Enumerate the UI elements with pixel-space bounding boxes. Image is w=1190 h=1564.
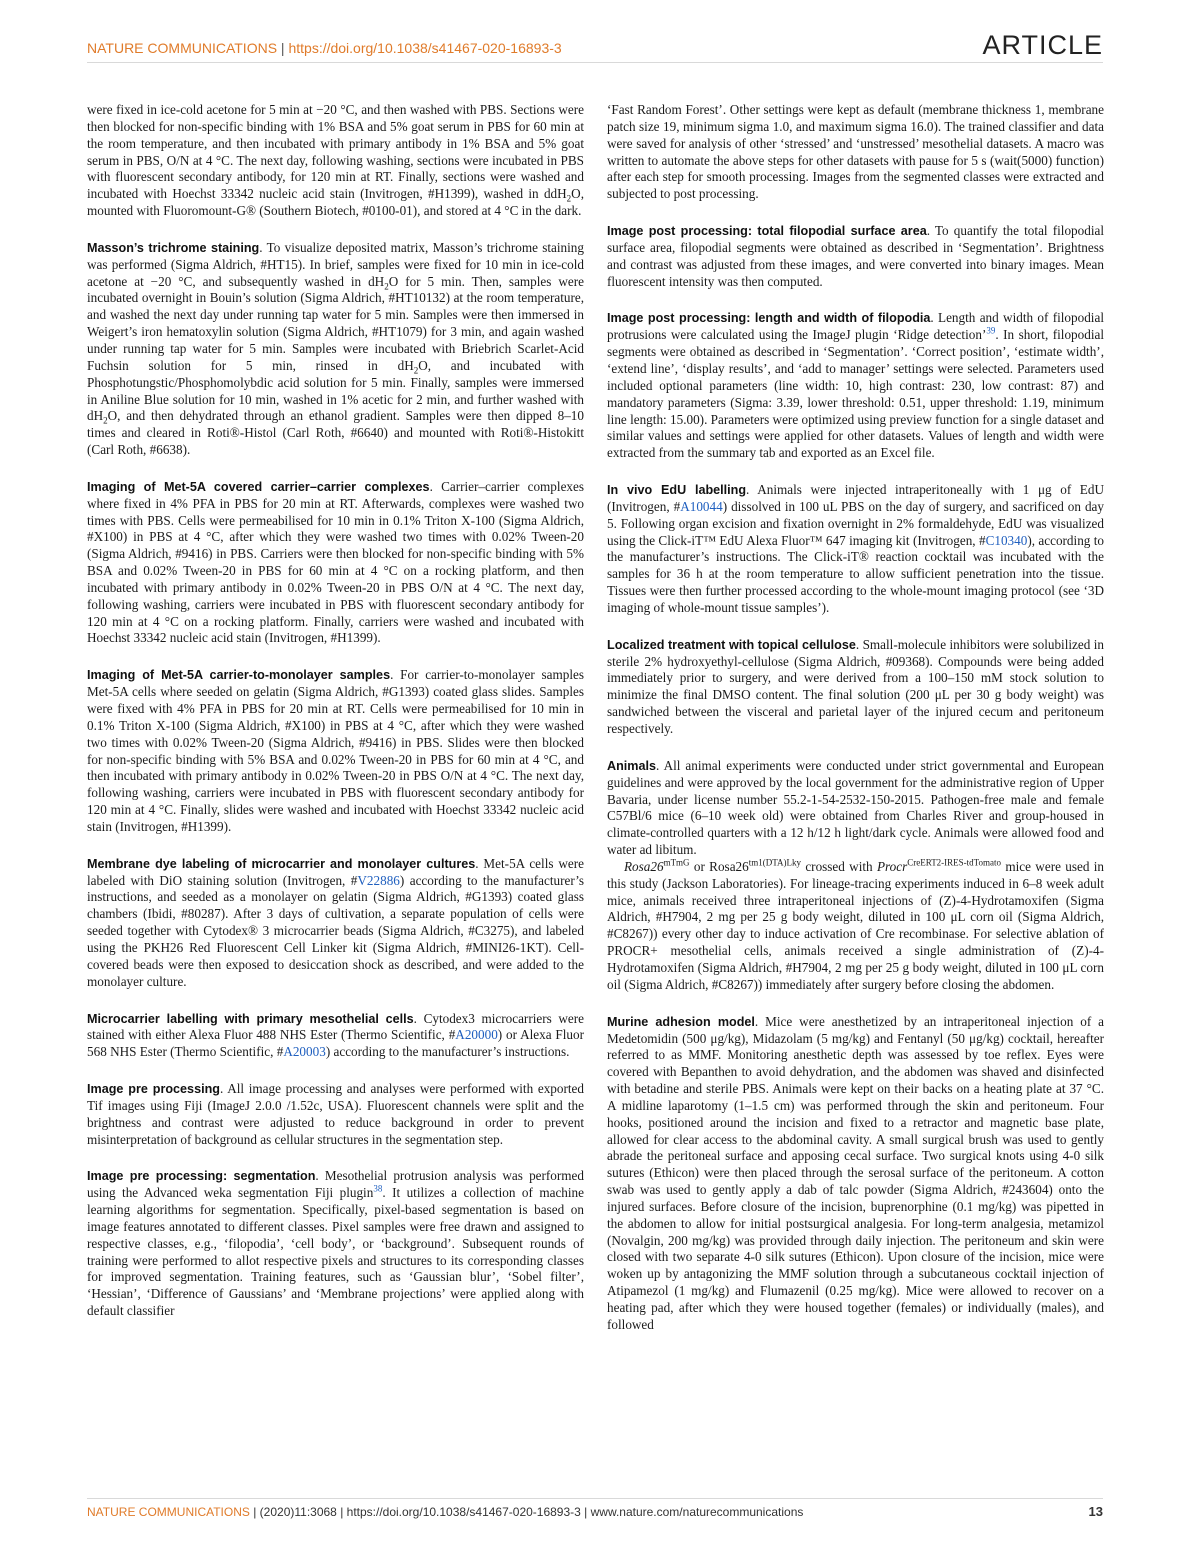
catalog-link[interactable]: A20003 <box>283 1044 326 1060</box>
section-membrane-dye: Membrane dye labeling of microcarrier and monolayer cultures. Met-5A cells were labeled with DiO staining solution (Invitrogen, #V22886) according to the manufacturer’s instructions, and seeded as a monolayer on gelatin (Sigma Aldrich, #G1393) coated glass chambers (Ibidi, #80287). After 3 days of cultivation, a separate population of cells were seeded together with Cytodex® 3 microcarrier beads (Sigma Aldrich, #C3275), and labeled using the PKH26 Red Fluorescent Cell Linker kit (Sigma Aldrich, #MINI26-1KT). Cell-covered beads were then exposed to desiccation shock as described, and were added to the monolayer culture. <box>87 855 584 989</box>
footer-journal-name: NATURE COMMUNICATIONS <box>87 1505 250 1519</box>
section-met5a-complexes: Imaging of Met-5A covered carrier–carrier complexes. Carrier–carrier complexes where fixed in 4% PFA in PBS for 20 min at RT. Afterwards, complexes were washed two times with PBS. Cells were permeabilised for 10 min in 0.1% Triton X-100 (Sigma Aldrich, #X100) in PBS at 4 °C, after which they were washed two times with 0.02% Tween-20 (Sigma Aldrich, #9416) in PBS. Carriers were then blocked for non-specific binding with 5% BSA and 0.02% Tween-20 in PBS for 60 min at 4 °C on a rocking platform, and then incubated with primary antibody in 0.02% Tween-20 in PBS O/N at 4 °C. The next day, following washing, carriers were incubated in PBS with fluorescent secondary antibody for 120 min at 4 °C on a rocking platform. Finally, carriers were washed and incubated with Hoechst 33342 nucleic acid stain (Invitrogen, #H1399). <box>87 478 584 646</box>
catalog-link[interactable]: A20000 <box>455 1027 498 1043</box>
header-separator: | <box>277 40 289 56</box>
section-heading: Image post processing: length and width of filopodia <box>607 311 931 326</box>
section-edu-labelling: In vivo EdU labelling. Animals were injected intraperitoneally with 1 μg of EdU (Invitrogen, #A10044) dissolved in 100 uL PBS on the day of surgery, and sacrificed on day 5. Following organ excision and fixation overnight in 2% formaldehyde, EdU was visualized using the Click-iT™ EdU Alexa Fluor™ 647 imaging kit (Invitrogen, #C10340), according to the manufacturer’s instructions. The Click-iT® reaction cocktail was incubated with the samples for 36 h at the room temperature to allow sufficient penetration into the tissue. Tissues were then further processed according to the whole-mount imaging protocol (see ‘3D imaging of whole-mount tissue samples’). <box>607 482 1105 615</box>
catalog-link[interactable]: A10044 <box>680 498 723 514</box>
section-masson: Masson’s trichrome staining. To visualize deposited matrix, Masson’s trichrome staining was performed (Sigma Aldrich, #HT15). In brief, samples were fixed for 10 min in ice-cold acetone at −20 °C, and subsequently washed in $dH_2O$ for 5 min. Then, samples were incubated overnight in Bouin’s solution (Sigma Aldrich, #HT10132) at the room temperature, and washed the next day under running tap water for 5 min. Samples were then immersed in Weigert’s iron hematoxylin solution (Sigma Aldrich, #HT1079) for 3 min, and again washed under running tap water for 5 min. Samples were incubated with Briebrich Scarlet-Acid Fuchsin solution for 5 min, rinsed in $dH_2O$, and incubated with Phosphotungstic/Phosphomolybdic acid solution for 5 min. Finally, samples were immersed in Aniline Blue solution for 10 min, washed in 1% acetic for 2 min, and further washed with $dH_2O$, and then dehydrated through an ethanol gradient. Samples were then dipped 8–10 times and cleared in Roti®-Histol (Carl Roth, #6640) and mounted with Roti®-Histokitt (Carl Roth, #6638). <box>87 239 584 458</box>
section-heading: Imaging of Met-5A carrier-to-monolayer samples <box>87 668 391 683</box>
section-heading: Membrane dye labeling of microcarrier and monolayer cultures <box>87 856 476 871</box>
section-image-pre-processing: Image pre processing. All image processing and analyses were performed with exported Tif images using Fiji (ImageJ 2.0.0 /1.52c, USA). Fluorescent channels were split and the brightness and contrast were adjusted to reduce background in order to prevent misinterpretation of background as cellular structures in the segmentation step. <box>87 1081 585 1147</box>
right-column <box>607 102 1104 1334</box>
section-filopodia-length-width: Image post processing: length and width of filopodia. Length and width of filopodial protrusions were calculated using the ImageJ plugin ‘Ridge detection’$^{39}$. In short, filopodial segments were obtained as described in ‘Segmentation’. ‘Correct position’, ‘estimate width’, ‘extend line’, ‘display results’, and ‘add to manager’ settings were selected. Parameters used included optional parameters (line width: 10, high contrast: 230, low contrast: 87) and mandatory parameters (Sigma: 3.39, lower threshold: 0.51, upper threshold: 1.19, minimum line length: 15.00). Parameters were optimized using preview function for a single dataset and similar values and settings were applied for other datasets. Values of length and width were extracted from the summary tab and exported as an Excel file. <box>607 310 1105 461</box>
section-heading: Microcarrier labelling with primary mesothelial cells <box>87 1011 414 1026</box>
section-segmentation: Image pre processing: segmentation. Mesothelial protrusion analysis was performed using the Advanced weka segmentation Fiji plugin$^{38}$. It utilizes a collection of machine learning algorithms for segmentation. Specifically, pixel-based segmentation is based on image features annotated to different classes. Pixel samples were free drawn and assigned to respective classes, e.g., ‘filopodia’, ‘cell body’, or ‘background’. Subsequent rounds of training were performed to allot respective pixels and structures to its corresponding classes for improved segmentation. Training features, such as ‘Gaussian blur’, ‘Sobel filter’, ‘Hessian’, ‘Difference of Gaussians’ and ‘Membrane projections’ were applied along with default classifier <box>87 1168 584 1319</box>
section-heading: Imaging of Met-5A covered carrier–carrier complexes <box>87 479 430 494</box>
paragraph-immuno-continued: were fixed in ice-cold acetone for 5 min at −20 °C, and then washed with PBS. Sections were then blocked for non-specific binding with 1% BSA and 5% goat serum in PBS for 60 min at the room temperature, and then incubated with primary antibody in 1% BSA and 5% goat serum in PBS, O/N at 4 °C. The next day, following washing, sections were incubated in PBS with fluorescent secondary antibody, for 120 min at RT. Finally, sections were washed and incubated with Hoechst 33342 nucleic acid stain (Invitrogen, #H1399), washed in ddH$_2$O, mounted with Fluoromount-G® (Southern Biotech, #0100-01), and stored at 4 °C in the dark. <box>87 102 584 219</box>
footer-citation-line <box>87 1505 803 1519</box>
section-murine-adhesion-model: Murine adhesion model. Mice were anesthetized by an intraperitoneal injection of a Medetomidin (500 μg/kg), Midazolam (5 mg/kg) and Fentanyl (50 μg/kg) cocktail, hereafter referred to as MMF. Monitoring anesthetic depth was assessed by toe reflex. Eyes were covered with Bepanthen to avoid dehydration, and the abdomen was shaved and disinfected with betadine and sterile PBS. Animals were kept on their backs on a heating plate at 37 °C. A midline laparotomy (1–1.5 cm) was performed through the skin and peritoneum. Four hooks, positioned around the incision and fixed to a retractor and magnetic base plate, allowed for clear access to the abdominal cavity. A small surgical brush was used to gently abrade the peritoneal surface and apposing cecal surface. Two surgical knots using 4-0 silk sutures (Ethicon) were then placed through the serosal surface of the peritoneum. A cotton swab was used to gently apply a dab of talc powder (Sigma Aldrich, #243604) onto the injured surfaces. Before closure of the incision, buprenorphine (0.1 mg/kg) was pipetted in the abdomen to allow for initial postsurgical analgesia. For long-term analgesia, metamizol (Novalgin, 200 mg/kg) was provided through daily injection. The peritoneum and skin were closed with two separate 4-0 silk sutures (Ethicon). Upon closure of the incision, mice were woken up by antagonizing the MMF solution through a subcutaneous cocktail injection of Atipamezol (1 mg/kg) and Flumazenil (0.25 mg/kg). Mice were allowed to recover on a heating pad, after which they were housed together (females) or individually (males), and followed <box>607 1013 1104 1332</box>
section-filopodial-area: Image post processing: total filopodial surface area. To quantify the total filopodial surface area, filopodial segments were obtained as described in ‘Segmentation’. Brightness and contrast was adjusted from these images, and were converted into binary images. Mean fluorescent intensity was then computed. <box>607 223 1105 289</box>
section-topical-cellulose: Localized treatment with topical cellulose. Small-molecule inhibitors were solubilized in sterile 2% hydroxyethyl-cellulose (Sigma Aldrich, #09368). Compounds were being added immediately prior to surgery, and were derived from a 100–150 mM stock solution to minimize the final DMSO content. The final solution (200 μL per 30 g body weight) was sandwiched between the visceral and parietal layer of the injured cecum and peritoneum respectively. <box>607 636 1104 736</box>
footer-citation: | (2020)11:3068 | https://doi.org/10.1038/s41467-020-16893-3 | www.nature.com/naturecommunications <box>253 1505 804 1519</box>
page-number: 13 <box>1088 1504 1103 1519</box>
reference-link[interactable]: 39 <box>986 325 996 336</box>
section-heading: Image pre processing: segmentation <box>87 1169 316 1184</box>
section-animals: Animals. All animal experiments were conducted under strict governmental and European guidelines and were approved by the local government for the administrative region of Upper Bavaria, under license number 55.2-1-54-2532-150-2015. Pathogen-free male and female C57Bl/6 mice (6–10 week old) were obtained from Charles River and group-housed in climate-controlled quarters with a 12 h/12 h light/dark cycle. Animals were allowed food and water ad libitum. <box>607 757 1104 858</box>
journal-name: NATURE COMMUNICATIONS <box>87 40 278 56</box>
page-footer <box>87 1498 1103 1523</box>
section-heading: Localized treatment with topical cellulose <box>607 637 856 652</box>
paragraph-segmentation-continued: ‘Fast Random Forest’. Other settings were kept as default (membrane thickness 1, membrane patch size 19, minimum sigma 1.0, and maximum sigma 16.0). The trained classifier and data were saved for analysis of other ‘stressed’ and ‘unstressed’ mesothelial datasets. A macro was written to automate the above steps for other datasets with pause for 5 s (wait(5000) function) after each step for smooth processing. Images from the segmented classes were extracted and subjected to post processing. <box>607 102 1104 202</box>
section-heading: Image pre processing <box>87 1082 220 1097</box>
reference-link[interactable]: 38 <box>373 1183 383 1194</box>
article-type-label: ARTICLE <box>982 30 1103 60</box>
catalog-link[interactable]: C10340 <box>985 532 1028 548</box>
header-journal-line <box>87 40 562 56</box>
section-heading: Murine adhesion model <box>607 1014 755 1029</box>
section-heading: Animals <box>607 758 656 773</box>
doi-link[interactable]: https://doi.org/10.1038/s41467-020-16893-3 <box>288 40 562 56</box>
section-met5a-monolayer: Imaging of Met-5A carrier-to-monolayer samples. For carrier-to-monolayer samples Met-5A cells where seeded on gelatin (Sigma Aldrich, #G1393) coated glass slides. Samples were fixed with 4% PFA in PBS for 20 min at RT. Cells were permeabilised for 10 min in 0.1% Triton X-100 (Sigma Aldrich, #X100) in PBS at 4 °C, after which they were washed two times with 0.02% Tween-20 (Sigma Aldrich, #9416) in PBS. Slides were then blocked for non-specific binding with 5% BSA and 0.02% Tween-20 in PBS for 60 min at 4 °C, and then incubated with primary antibody in 0.02% Tween-20 in PBS O/N at 4 °C. The next day, following washing, carriers were incubated in PBS with fluorescent secondary antibody for 120 min at 4 °C. Finally, slides were washed and incubated with Hoechst 33342 nucleic acid stain (Invitrogen, #H1399). <box>87 667 584 834</box>
section-microcarrier-labelling: Microcarrier labelling with primary mesothelial cells. Cytodex3 microcarriers were stained with either Alexa Fluor 488 NHS Ester (Thermo Scientific, #A20000) or Alexa Fluor 568 NHS Ester (Thermo Scientific, #A20003) according to the manufacturer’s instructions. <box>87 1010 585 1060</box>
section-heading: Masson’s trichrome staining <box>87 240 260 255</box>
section-heading: In vivo EdU labelling <box>607 483 747 498</box>
paragraph-mouse-lines: $Rosa26^{mTmG}$ or $Rosa26^{tm1(DTA)Lky}$ crossed with Procr$^{CreERT2-IRES-tdTomato}$ mice were used in this study (Jackson Laboratories). For lineage-tracing experiments induced in 6–8 week adult mice, animals received three intraperitoneal injections of (Z)-4-Hydrotamoxifen (Sigma Aldrich, #H7904, 2 mg per 25 g body weight, diluted in 100 μL corn oil (Sigma Aldrich, #C8267)) every other day to induce activation of Cre recombinase. For selective ablation of PROCR+ mesothelial cells, animals received a single administration of (Z)-4-Hydrotamoxifen (Sigma Aldrich, #H7904, 2 mg per 25 g body weight, diluted in 100 μL corn oil (Sigma Aldrich, #C8267)) immediately after surgery before closing the abdomen. <box>607 857 1104 992</box>
section-heading: Image post processing: total filopodial surface area <box>607 224 927 239</box>
page-header <box>87 30 1103 63</box>
catalog-link[interactable]: V22886 <box>357 872 400 888</box>
left-column <box>87 102 584 1320</box>
